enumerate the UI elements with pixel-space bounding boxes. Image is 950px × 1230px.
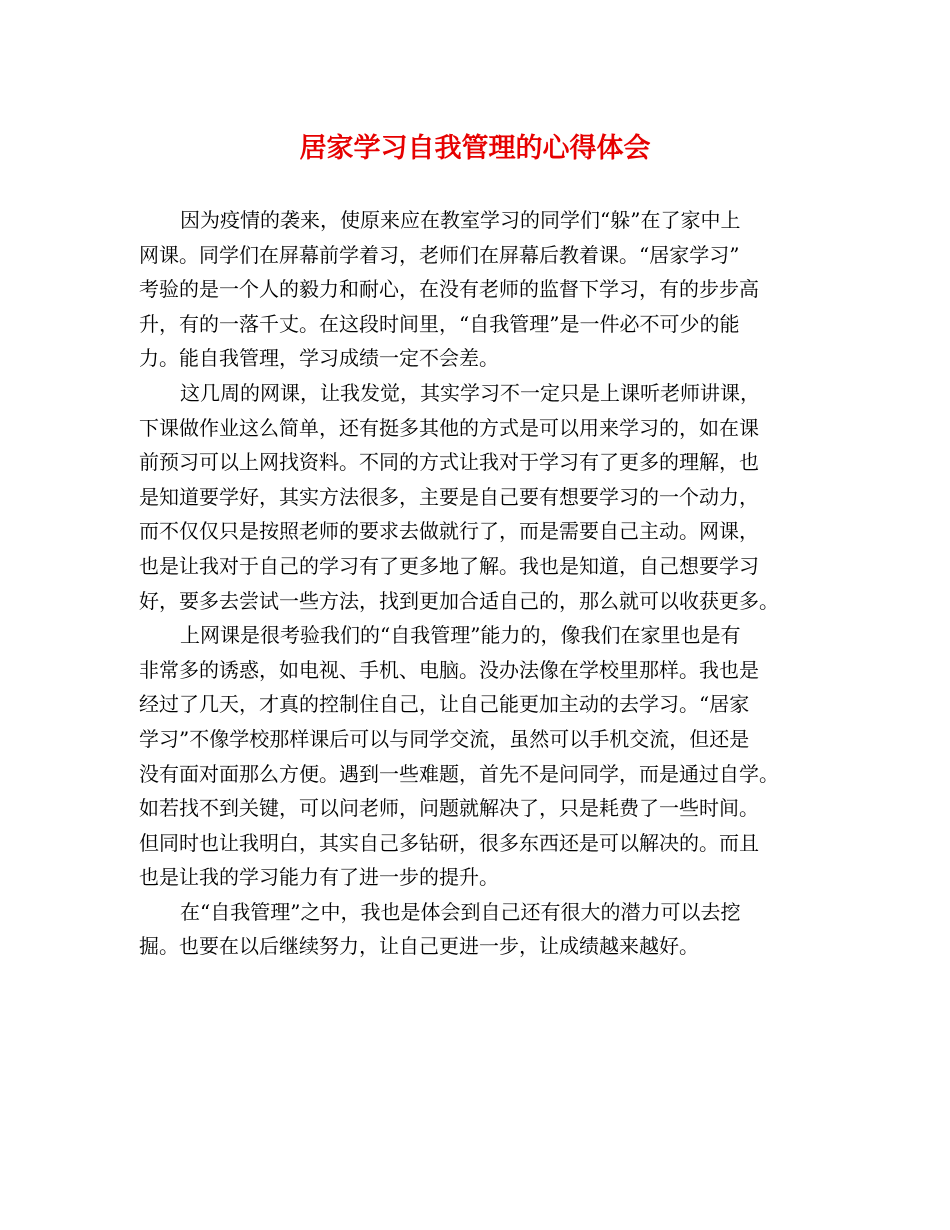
text-line: 经过了几天，才真的控制住自己，让自己能更加主动的去学习。“居家	[139, 692, 750, 717]
text-line: 前预习可以上网找资料。不同的方式让我对于学习有了更多的理解，也	[139, 450, 759, 475]
text-line: 下课做作业这么简单，还有挺多其他的方式是可以用来学习的，如在课	[139, 415, 759, 440]
text-line: 这几周的网课，让我发觉，其实学习不一定只是上课听老师讲课，	[180, 380, 760, 405]
text-line: 考验的是一个人的毅力和耐心，在没有老师的监督下学习，有的步步高	[139, 277, 759, 302]
text-line: 在“自我管理”之中，我也是体会到自己还有很大的潜力可以去挖	[180, 899, 741, 924]
document-title: 居家学习自我管理的心得体会	[299, 133, 651, 164]
text-line: 没有面对面那么方便。遇到一些难题，首先不是问同学，而是通过自学。	[139, 761, 779, 786]
text-line: 也是让我对于自己的学习有了更多地了解。我也是知道，自己想要学习	[139, 553, 759, 578]
text-line: 力。能自我管理，学习成绩一定不会差。	[139, 346, 499, 371]
text-line: 掘。也要在以后继续努力，让自己更进一步，让成绩越来越好。	[139, 934, 699, 959]
text-line: 升，有的一落千丈。在这段时间里，“自我管理”是一件必不可少的能	[139, 311, 740, 336]
text-line: 也是让我的学习能力有了进一步的提升。	[139, 865, 499, 890]
text-line: 网课。同学们在屏幕前学着习，老师们在屏幕后教着课。“居家学习”	[139, 242, 740, 267]
text-line: 是知道要学好，其实方法很多，主要是自己要有想要学习的一个动力，	[139, 484, 759, 509]
text-line: 好，要多去尝试一些方法，找到更加合适自己的，那么就可以收获更多。	[139, 588, 779, 613]
text-line: 而不仅仅只是按照老师的要求去做就行了，而是需要自己主动。网课，	[139, 519, 759, 544]
text-line: 因为疫情的袭来，使原来应在教室学习的同学们“躲”在了家中上	[180, 208, 741, 232]
text-line: 非常多的诱惑，如电视、手机、电脑。没办法像在学校里那样。我也是	[139, 657, 759, 682]
text-line: 如若找不到关键，可以问老师，问题就解决了，只是耗费了一些时间。	[139, 796, 759, 821]
text-line: 但同时也让我明白，其实自己多钻研，很多东西还是可以解决的。而且	[139, 830, 759, 855]
document-body	[139, 203, 819, 964]
text-line: 学习”不像学校那样课后可以与同学交流，虽然可以手机交流，但还是	[139, 726, 750, 751]
text-line: 上网课是很考验我们的“自我管理”能力的，像我们在家里也是有	[180, 623, 741, 648]
